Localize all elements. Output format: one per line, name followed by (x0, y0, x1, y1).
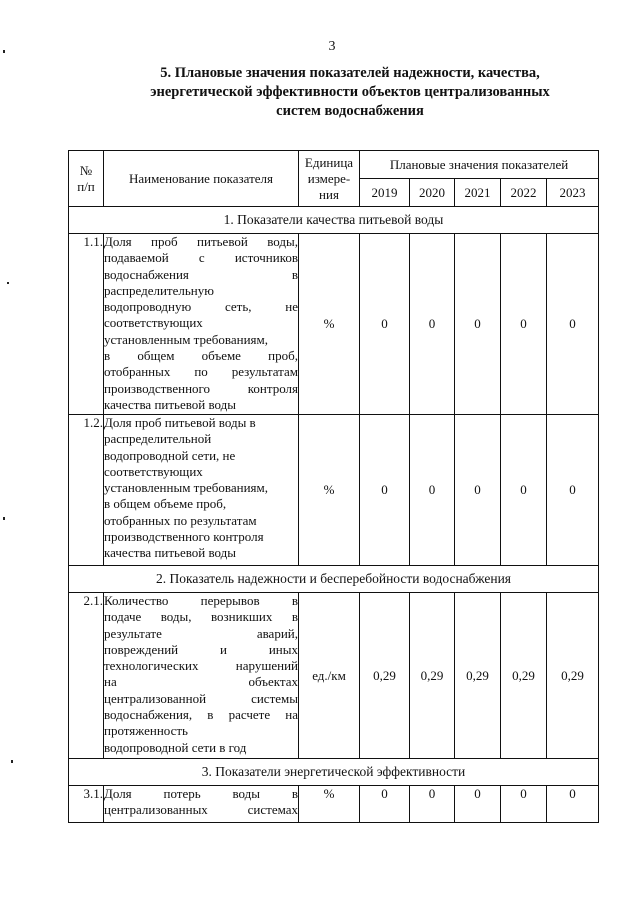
header-year: 2020 (410, 179, 455, 207)
indicator-name: Доля потерь воды в централизованных системах (104, 786, 299, 823)
row-number: 1.1. (69, 234, 104, 415)
table-row (69, 234, 599, 415)
value-cell: 0 (410, 415, 455, 566)
value-cell: 0 (410, 786, 455, 823)
heading-line-3: систем водоснабжения (276, 103, 424, 119)
value-cell: 0 (547, 786, 599, 823)
section-title: 1. Показатели качества питьевой воды (69, 207, 599, 234)
header-unit: Единица измере- ния (299, 151, 360, 207)
value-cell: 0,29 (547, 593, 599, 759)
value-cell: 0 (455, 415, 501, 566)
value-cell: 0 (455, 786, 501, 823)
value-cell: 0 (360, 234, 410, 415)
header-year: 2021 (455, 179, 501, 207)
scan-mark (3, 517, 5, 520)
unit-cell: % (299, 786, 360, 823)
heading-line-2: энергетической эффективности объектов централизованных (150, 84, 550, 100)
row-number: 3.1. (69, 786, 104, 823)
header-indicator-name: Наименование показателя (104, 151, 299, 207)
value-cell: 0 (360, 415, 410, 566)
header-year: 2023 (547, 179, 599, 207)
scan-mark (7, 282, 9, 284)
value-cell: 0,29 (501, 593, 547, 759)
indicator-name: Доля проб питьевой воды в распределительной водопроводной сети, не соответствующих установленным требованиям, в общем объеме проб, отобранных по результатам производственного контроля качества питьевой воды (104, 415, 299, 566)
unit-cell: % (299, 415, 360, 566)
table-row (69, 593, 599, 759)
scan-mark (11, 760, 13, 763)
table-row (69, 786, 599, 823)
indicators-table (68, 150, 599, 823)
page-number: 3 (328, 39, 336, 54)
indicator-name: Доля проб питьевой воды, подаваемой с источников водоснабжения в распределительную водопроводную сеть, не соответствующих установленным требованиям, в общем объеме проб, отобранных по результатам производственного контроля качества питьевой воды (104, 234, 299, 415)
value-cell: 0 (547, 415, 599, 566)
header-number: № п/п (69, 151, 104, 207)
value-cell: 0,29 (410, 593, 455, 759)
unit-cell: % (299, 234, 360, 415)
scan-mark (3, 50, 5, 53)
unit-cell: ед./км (299, 593, 360, 759)
value-cell: 0,29 (360, 593, 410, 759)
row-number: 1.2. (69, 415, 104, 566)
row-number: 2.1. (69, 593, 104, 759)
value-cell: 0 (360, 786, 410, 823)
value-cell: 0 (547, 234, 599, 415)
header-planned-values: Плановые значения показателей (360, 151, 599, 179)
section-title: 3. Показатели энергетической эффективности (69, 759, 599, 786)
value-cell: 0 (501, 415, 547, 566)
header-year: 2019 (360, 179, 410, 207)
value-cell: 0 (410, 234, 455, 415)
heading-line-1: 5. Плановые значения показателей надежности, качества, (160, 65, 540, 81)
indicator-name: Количество перерывов в подаче воды, возникших в результате аварий, повреждений и иных технологических нарушений на объектах централизованной системы водоснабжения, в расчете на протяженность водопроводной сети в год (104, 593, 299, 759)
section-title: 2. Показатель надежности и бесперебойности водоснабжения (69, 566, 599, 593)
value-cell: 0 (501, 234, 547, 415)
table-row (69, 415, 599, 566)
value-cell: 0,29 (455, 593, 501, 759)
document-heading (100, 64, 600, 121)
header-year: 2022 (501, 179, 547, 207)
value-cell: 0 (455, 234, 501, 415)
value-cell: 0 (501, 786, 547, 823)
